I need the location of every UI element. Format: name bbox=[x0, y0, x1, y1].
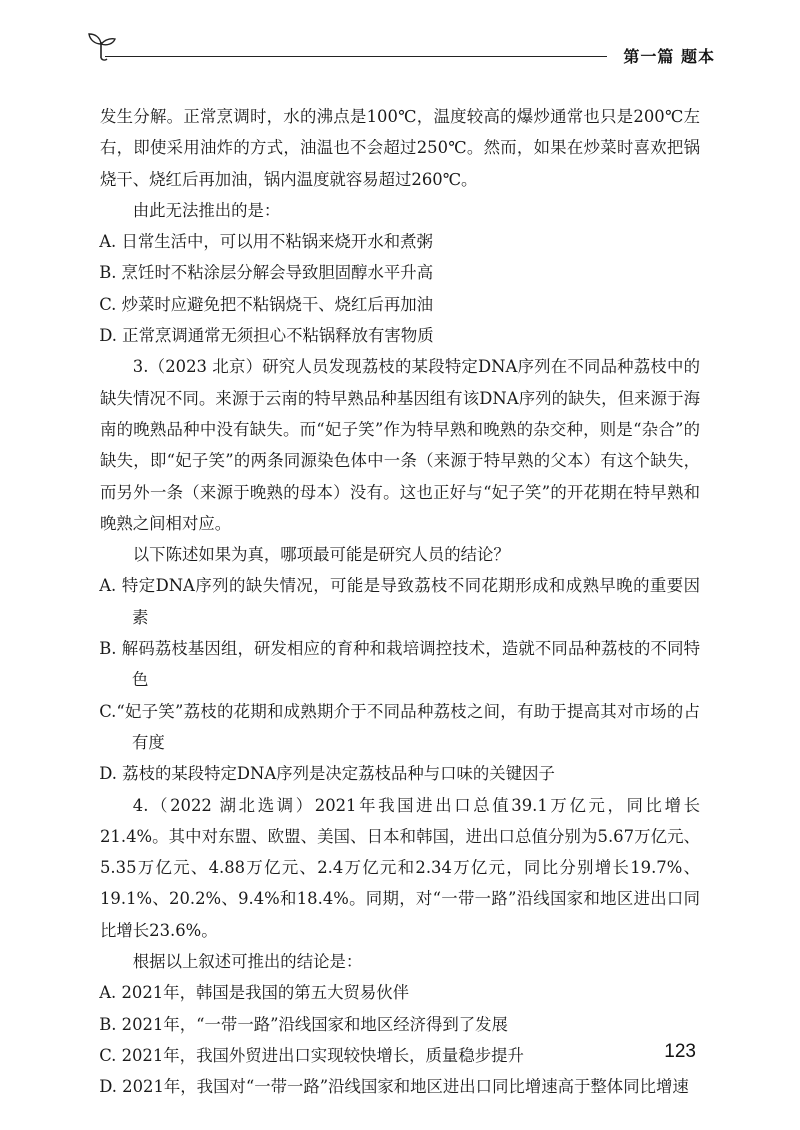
header-rule bbox=[105, 56, 607, 57]
q3-option-d: D. 荔枝的某段特定DNA序列是决定荔枝品种与口味的关键因子 bbox=[99, 764, 555, 784]
q2-stem: 由此无法推出的是： bbox=[132, 200, 281, 220]
q3-stem: 以下陈述如果为真，哪项最可能是研究人员的结论？ bbox=[132, 545, 510, 565]
q4-option-a: A. 2021年，韩国是我国的第五大贸易伙伴 bbox=[99, 983, 410, 1003]
q3-option-c: C.“妃子笑”荔枝的花期和成熟期介于不同品种荔枝之间，有助于提高其对市场的占有度 bbox=[99, 701, 700, 752]
page-content bbox=[100, 101, 700, 1103]
q4-option-c: C. 2021年，我国外贸进出口实现较快增长，质量稳步提升 bbox=[99, 1045, 524, 1065]
running-header bbox=[85, 28, 715, 68]
q3-option-b: B. 解码荔枝基因组，研发相应的育种和栽培调控技术，造就不同品种荔枝的不同特色 bbox=[99, 639, 700, 690]
passage-continuation: 发生分解。正常烹调时，水的沸点是100℃，温度较高的爆炒通常也只是200℃左右，即使采用油炸的方式，油温也不会超过250℃。然而，如果在炒菜时喜欢把锅烧干、烧红后再加油，锅内温度就容易超过260℃。 bbox=[100, 107, 700, 189]
q4-option-b: B. 2021年，“一带一路”沿线国家和地区经济得到了发展 bbox=[99, 1014, 508, 1034]
q2-option-c: C. 炒菜时应避免把不粘锅烧干、烧红后再加油 bbox=[99, 294, 434, 314]
page-number: 123 bbox=[664, 1041, 696, 1062]
q2-option-d: D. 正常烹调通常无须担心不粘锅释放有害物质 bbox=[99, 326, 434, 346]
q3-option-a: A. 特定DNA序列的缺失情况，可能是导致荔枝不同花期形成和成熟早晚的重要因素 bbox=[99, 576, 700, 627]
q4-stem: 根据以上叙述可推出的结论是： bbox=[132, 952, 363, 972]
q3-passage: 3.（2023 北京）研究人员发现荔枝的某段特定DNA序列在不同品种荔枝中的缺失情况不同。来源于云南的特早熟品种基因组有该DNA序列的缺失，但来源于海南的晚熟品种中没有缺失。而“妃子笑”作为特早熟和晚熟的杂交种，则是“杂合”的缺失，即“妃子笑”的两条同源染色体中一条（来源于特早熟的父本）有这个缺失，而另外一条（来源于晚熟的母本）没有。这也正好与“妃子笑”的开花期在特早熟和晚熟之间相对应。 bbox=[100, 357, 700, 533]
q2-option-b: B. 烹饪时不粘涂层分解会导致胆固醇水平升高 bbox=[99, 263, 434, 283]
q4-passage: 4.（2022 湖北选调）2021年我国进出口总值39.1万亿元，同比增长21.4%。其中对东盟、欧盟、美国、日本和韩国，进出口总值分别为5.67万亿元、5.35万亿元、4.88万亿元、2.4万亿元和2.34万亿元，同比分别增长19.7%、19.1%、20.2%、9.4%和18.4%。同期，对“一带一路”沿线国家和地区进出口同比增长23.6%。 bbox=[100, 795, 700, 940]
q4-option-d: D. 2021年，我国对“一带一路”沿线国家和地区进出口同比增速高于整体同比增速 bbox=[99, 1077, 689, 1097]
sprout-icon bbox=[85, 28, 117, 64]
header-title: 第一篇 题本 bbox=[623, 47, 715, 66]
q2-option-a: A. 日常生活中，可以用不粘锅来烧开水和煮粥 bbox=[99, 232, 433, 252]
